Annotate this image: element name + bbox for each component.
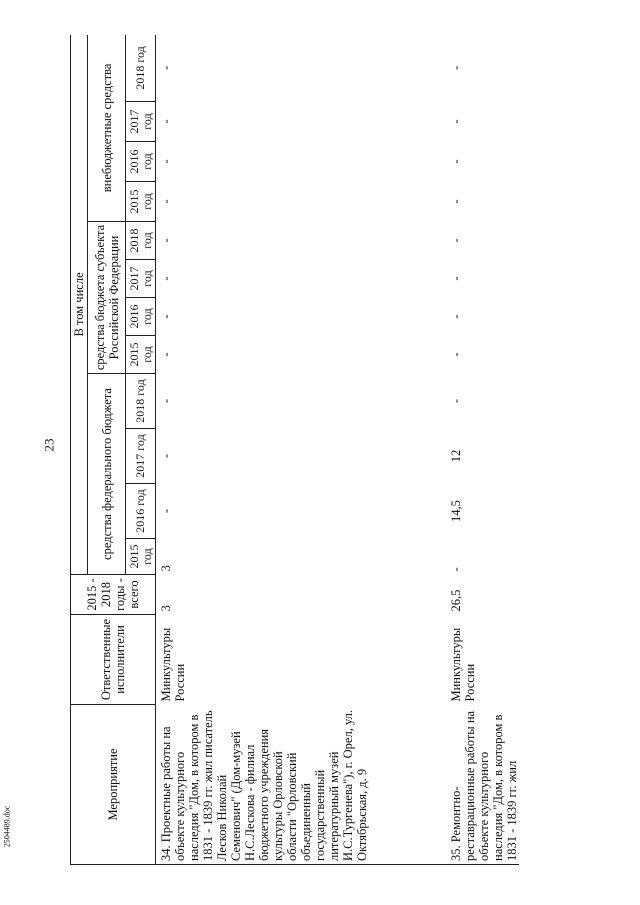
header-federal: средства федерального бюджета (88, 374, 126, 575)
federal-2016: - (159, 508, 173, 514)
regional-2017: - (448, 276, 463, 281)
header-including: В том числе (71, 35, 88, 575)
header-event: Мероприятие (71, 705, 156, 865)
budget-table (70, 35, 519, 865)
extra-2015: - (159, 199, 173, 204)
event-text: Ремонтно-реставрационные работы на объекте культурного наследия "Дом, в котором в 1831 - 1839 гг. жил (448, 710, 519, 861)
event-text: Проектные работы на объекте культурного наследия "Дом, в котором в 1831 - 1839 гг. жил писатель Лесков Николай Семенович" (Дом-музей Н.С.Лескова - филиал бюджетного учреждения культуры Орловской области "Орловский объединенный государственный литературный музей И.С.Тургенева"), г. Орел, ул. Октябрьская, д. 9 (159, 709, 369, 861)
regional-2018: - (448, 238, 463, 243)
extra-2017: - (159, 119, 173, 124)
year-header: 2016 год (126, 298, 156, 336)
year-header: 2016 год (126, 484, 156, 539)
regional-2018: - (159, 238, 173, 243)
federal-2015: - (448, 567, 463, 572)
federal-2017: - (159, 453, 173, 459)
total-cell: 26,5 (448, 589, 463, 612)
federal-2017: 12 (448, 449, 463, 463)
header-total: 2015 - 2018 годы - всего (71, 575, 156, 615)
extra-2018: - (448, 65, 463, 71)
year-header: 2015 год (126, 182, 156, 222)
table-row (446, 35, 519, 865)
regional-2017: - (159, 276, 173, 281)
regional-2015: - (448, 352, 463, 357)
event-cell (446, 705, 519, 865)
footer-doc-id: 2504489.doc (2, 805, 12, 848)
extra-2018: - (159, 65, 173, 71)
extra-2016: - (159, 159, 173, 164)
federal-2018: - (159, 398, 173, 404)
year-header: 2015 год (126, 336, 156, 374)
year-header: 2017 год (126, 429, 156, 484)
year-header: 2018 год (126, 35, 156, 102)
header-executors: Ответственные исполнители (71, 615, 156, 705)
executor-cell: Минкультуры России (448, 627, 477, 702)
extra-2015: - (448, 199, 463, 204)
federal-2016: 14,5 (448, 500, 463, 522)
year-header: 2018 год (126, 374, 156, 429)
executor-cell: Минкультуры России (159, 627, 187, 702)
extra-2016: - (448, 159, 463, 164)
extra-2017: - (448, 119, 463, 124)
year-header: 2018 год (126, 222, 156, 260)
federal-2018: - (448, 398, 463, 404)
year-header: 2017 год (126, 260, 156, 298)
federal-2015: 3 (159, 565, 173, 572)
row-number: 35. (448, 845, 463, 861)
regional-2016: - (448, 314, 463, 319)
header-regional: средства бюджета субъекта Российской Федерации (88, 222, 126, 374)
document-sheet (70, 35, 630, 865)
year-header: 2015 год (126, 539, 156, 575)
event-cell (156, 705, 446, 865)
total-cell: 3 (159, 605, 173, 612)
table-row (156, 35, 446, 865)
row-number: 34. (159, 845, 173, 861)
year-header: 2016 год (126, 142, 156, 182)
header-extra: внебюджетные средства (88, 35, 126, 222)
year-header: 2017 год (126, 102, 156, 142)
regional-2015: - (159, 352, 173, 357)
rotated-table-container (70, 35, 630, 865)
page-number: 23 (41, 438, 57, 452)
regional-2016: - (159, 314, 173, 319)
